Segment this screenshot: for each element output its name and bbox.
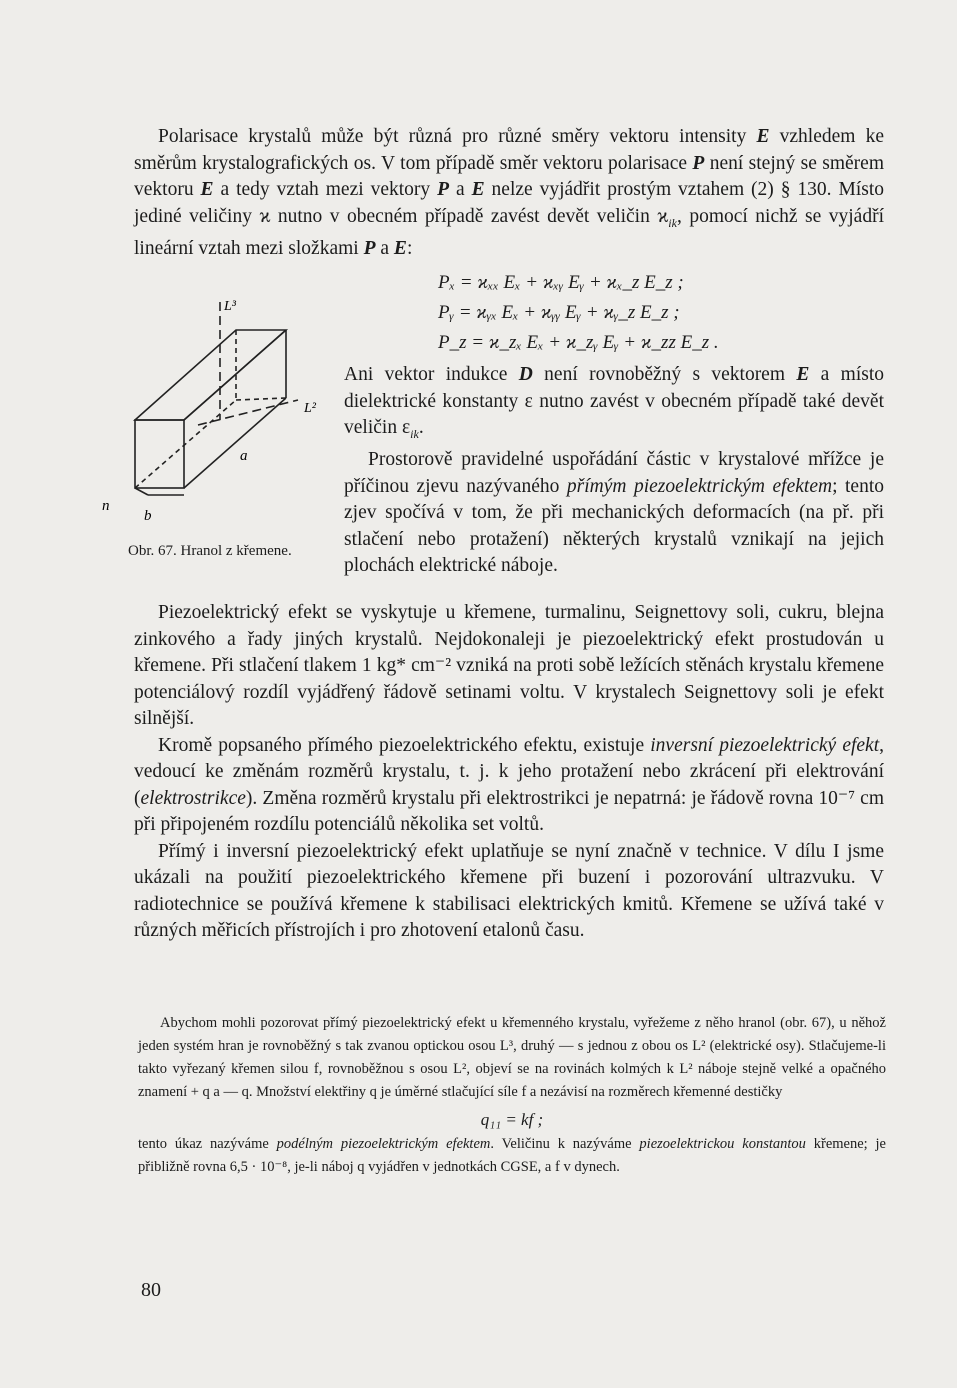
intro-text-6: nelze vyjádřit prostým vztahem (2) § 130. Místo jediné veličiny ϰ nutno v obecném případě zavést devět veličin ϰ — [134, 179, 885, 227]
small-paragraph-2 — [138, 1133, 886, 1179]
subscript-ik: ik — [410, 426, 419, 441]
side-text-4: . — [418, 417, 424, 438]
inverse-text-1: Kromě popsaného přímého piezoelektrického efektu, existuje — [158, 734, 651, 756]
small-paragraph-1: Abychom mohli pozorovat přímý piezoelektrický efekt u křemenného krystalu, vyřežeme z něho hranol (obr. 67), u něhož jeden systém hran je rovnoběžný s tak zvanou optickou osou L³, druhý — s jednou z obou os L² (elektrické osy). Stlačujeme-li takto vyřezaný křemen silou f, rovnoběžnou s osou L², objeví se na rovinách kolmých k L² náboje stejně velké a opačného znamení + q a — q. Množství elektřiny q je úměrné stlačující síle f a nezávisí na rozměrech křemenné destičky — [138, 1015, 886, 1100]
intro-text-1: Polarisace krystalů může být různá pro různé směry vektoru intensity — [158, 126, 757, 147]
side-text-5: Prostorově pravidelné uspořádání částic v krystalové mřížce je příčinou zjevu nazývaného — [344, 449, 884, 497]
equation-px: Pₓ = ϰₓₓ Eₓ + ϰₓᵧ Eᵧ + ϰₓ_z E_z ; — [438, 272, 684, 293]
vector-E: E — [796, 364, 810, 385]
side-text-1: Ani vektor indukce — [344, 364, 519, 385]
axis-L2 — [198, 400, 298, 425]
label-a: a — [240, 448, 248, 464]
intro-text-4: a tedy vztah mezi vektory — [213, 179, 438, 200]
vector-E: E — [200, 179, 214, 200]
paragraph-occurrence: Piezoelektrický efekt se vyskytuje u křemene, turmalinu, Seignettovy soli, cukru, blejna zinkového a řady jiných krystalů. Nejdokonaleji je piezoelektrický efekt prostudován u křemene. Při stlačení tlakem 1 kg* cm⁻² vzniká na proti sobě ležících stěnách krystalu křemene potenciálový rozdíl vyjádřený řádově setinami voltu. V krystalech Seignettovy soli je efekt silnější. — [134, 602, 884, 729]
page-number: 80 — [141, 1279, 161, 1301]
vector-D: D — [518, 364, 533, 385]
term-longitudinal-effect: podélným piezoelektrickým efektem — [276, 1136, 491, 1152]
equation-py: Pᵧ = ϰᵧₓ Eₓ + ϰᵧᵧ Eᵧ + ϰᵧ_z E_z ; — [438, 302, 680, 323]
small-text-1: tento úkaz nazýváme — [138, 1136, 277, 1152]
small-text-2: . Veličinu k nazýváme — [490, 1136, 640, 1152]
side-text-6: ; tento zjev spočívá v tom, že při mechanických deformacích (na př. při stlačení nebo protažení) některých krystalů vznikají na jejich plochách elektrické náboje. — [344, 475, 884, 577]
vector-P: P — [437, 179, 450, 200]
side-text-2: není rovnoběžný s vektorem — [532, 364, 797, 385]
side-column — [344, 362, 884, 580]
intro-text-3: není stejný se směrem vektoru — [134, 152, 884, 200]
inverse-text-3: ). Změna rozměrů krystalu při elektrostrikci je nepatrná: je řádově rovna 10⁻⁷ cm při připojeném rozdílu potenciálů několika set voltů. — [134, 787, 884, 835]
prism-diagram — [102, 280, 333, 580]
intro-text-9: : — [406, 237, 413, 259]
intro-text-7: , pomocí nichž se vyjádří lineární vztah mezi složkami — [134, 205, 884, 259]
term-electrostriction: elektrostrikce — [140, 787, 246, 809]
inverse-text-2: , vedoucí ke změnám rozměrů krystalu, t. j. k jeho protažení nebo zkrácení při elektrování ( — [134, 734, 884, 809]
label-L2: L² — [304, 401, 316, 416]
paragraph-inverse-effect — [134, 733, 884, 839]
equation-pz: P_z = ϰ_zₓ Eₓ + ϰ_zᵧ Eᵧ + ϰ_zz E_z . — [438, 332, 719, 353]
intro-text-8: a — [375, 237, 394, 259]
intro-text-2: vzhledem ke směrům krystalografických os. V tom případě směr vektoru polarisace — [134, 126, 884, 174]
vector-P: P — [363, 237, 376, 259]
figure-caption: Obr. 67. Hranol z křemene. — [128, 543, 292, 559]
paragraph-applications: Přímý i inversní piezoelektrický efekt uplatňuje se nyní značně v technice. V dílu I jsme ukázali na použití piezoelektrického křemene při buzení i pozorování ultrazvuku. V radiotechnice se používá křemene k stabilisaci elektrických kmitů. Křemene se užívá také v různých měřicích přístrojích i pro zhotovení etalonů času. — [134, 840, 884, 941]
label-b: b — [144, 508, 152, 524]
term-piezo-constant: piezoelektrickou konstantou — [639, 1136, 806, 1152]
subscript-ik: ik — [668, 215, 677, 230]
label-L3: L³ — [224, 299, 236, 314]
intro-paragraph — [134, 124, 884, 262]
vector-E: E — [393, 237, 407, 259]
term-direct-effect: přímým piezoelektrickým efektem — [566, 475, 833, 497]
vector-P: P — [692, 152, 705, 174]
vector-E: E — [756, 126, 770, 147]
figure-quartz-prism — [102, 280, 333, 580]
prism-front-face — [135, 420, 184, 488]
side-text-3: a místo dielektrické konstanty ε nutno zavést v obecném případě také devět veličin ε — [344, 364, 885, 438]
vector-E: E — [471, 179, 485, 200]
formula-q: q₁₁ = kf ; — [480, 1110, 544, 1129]
small-text-3: křemene; je přibližně rovna 6,5 · 10⁻⁸, je-li náboj q vyjádřen v jednotkách CGSE, a f v dynech. — [138, 1136, 886, 1175]
small-print-section — [138, 1012, 886, 1179]
prism-top-face — [135, 330, 286, 420]
label-n: n — [102, 498, 110, 514]
main-paragraphs — [134, 600, 884, 945]
term-inverse-effect: inversní piezoelektrický efekt — [650, 734, 880, 756]
intro-text-5: a — [449, 179, 472, 200]
